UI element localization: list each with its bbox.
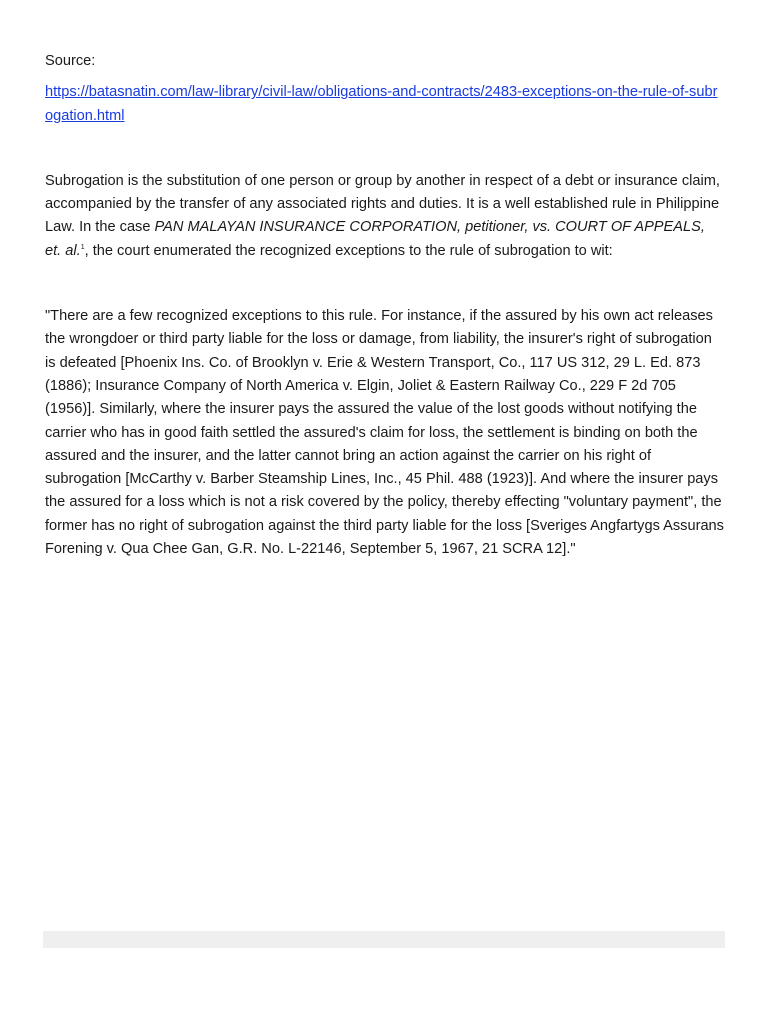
intro-text-after: , the court enumerated the recognized exceptions to the rule of subrogation to wit:: [84, 242, 613, 259]
intro-text-before: Subrogation is the substitution of one person or group by another in respect of a debt or insurance claim, accompanied by the transfer of any associated rights and duties. It is a well established rule in Philippine Law. In the case: [45, 172, 720, 236]
page-footer-bar: [43, 931, 725, 948]
document-page: [45, 50, 725, 561]
quoted-paragraph: "There are a few recognized exceptions to this rule. For instance, if the assured by his own act releases the wrongdoer or third party liable for the loss or damage, from liability, the insurer's right of subrogation is defeated [Phoenix Ins. Co. of Brooklyn v. Erie & Western Transport, Co., 117 US 312, 29 L. Ed. 873 (1886); Insurance Company of North America v. Elgin, Joliet & Eastern Railway Co., 229 F 2d 705 (1956)]. Similarly, where the insurer pays the assured the value of the lost goods without notifying the carrier who has in good faith settled the assured's claim for loss, the settlement is binding on both the assured and the insurer, and the latter cannot bring an action against the carrier on his right of subrogation [McCarthy v. Barber Steamship Lines, Inc., 45 Phil. 488 (1923)]. And where the insurer pays the assured for a loss which is not a risk covered by the policy, thereby effecting "voluntary payment", the former has no right of subrogation against the third party liable for the loss [Sveriges Angfartygs Assurans Forening v. Qua Chee Gan, G.R. No. L-22146, September 5, 1967, 21 SCRA 12].": [45, 308, 724, 558]
case-name: PAN MALAYAN INSURANCE CORPORATION, petitioner, vs. COURT OF APPEALS, et. al.: [45, 219, 705, 259]
source-link[interactable]: https://batasnatin.com/law-library/civil-law/obligations-and-contracts/2483-exceptions-on-the-rule-of-subrogation.html: [45, 84, 718, 124]
footnote-reference[interactable]: 1: [80, 243, 85, 251]
intro-paragraph: [45, 170, 725, 263]
source-label: Source:: [45, 53, 96, 69]
